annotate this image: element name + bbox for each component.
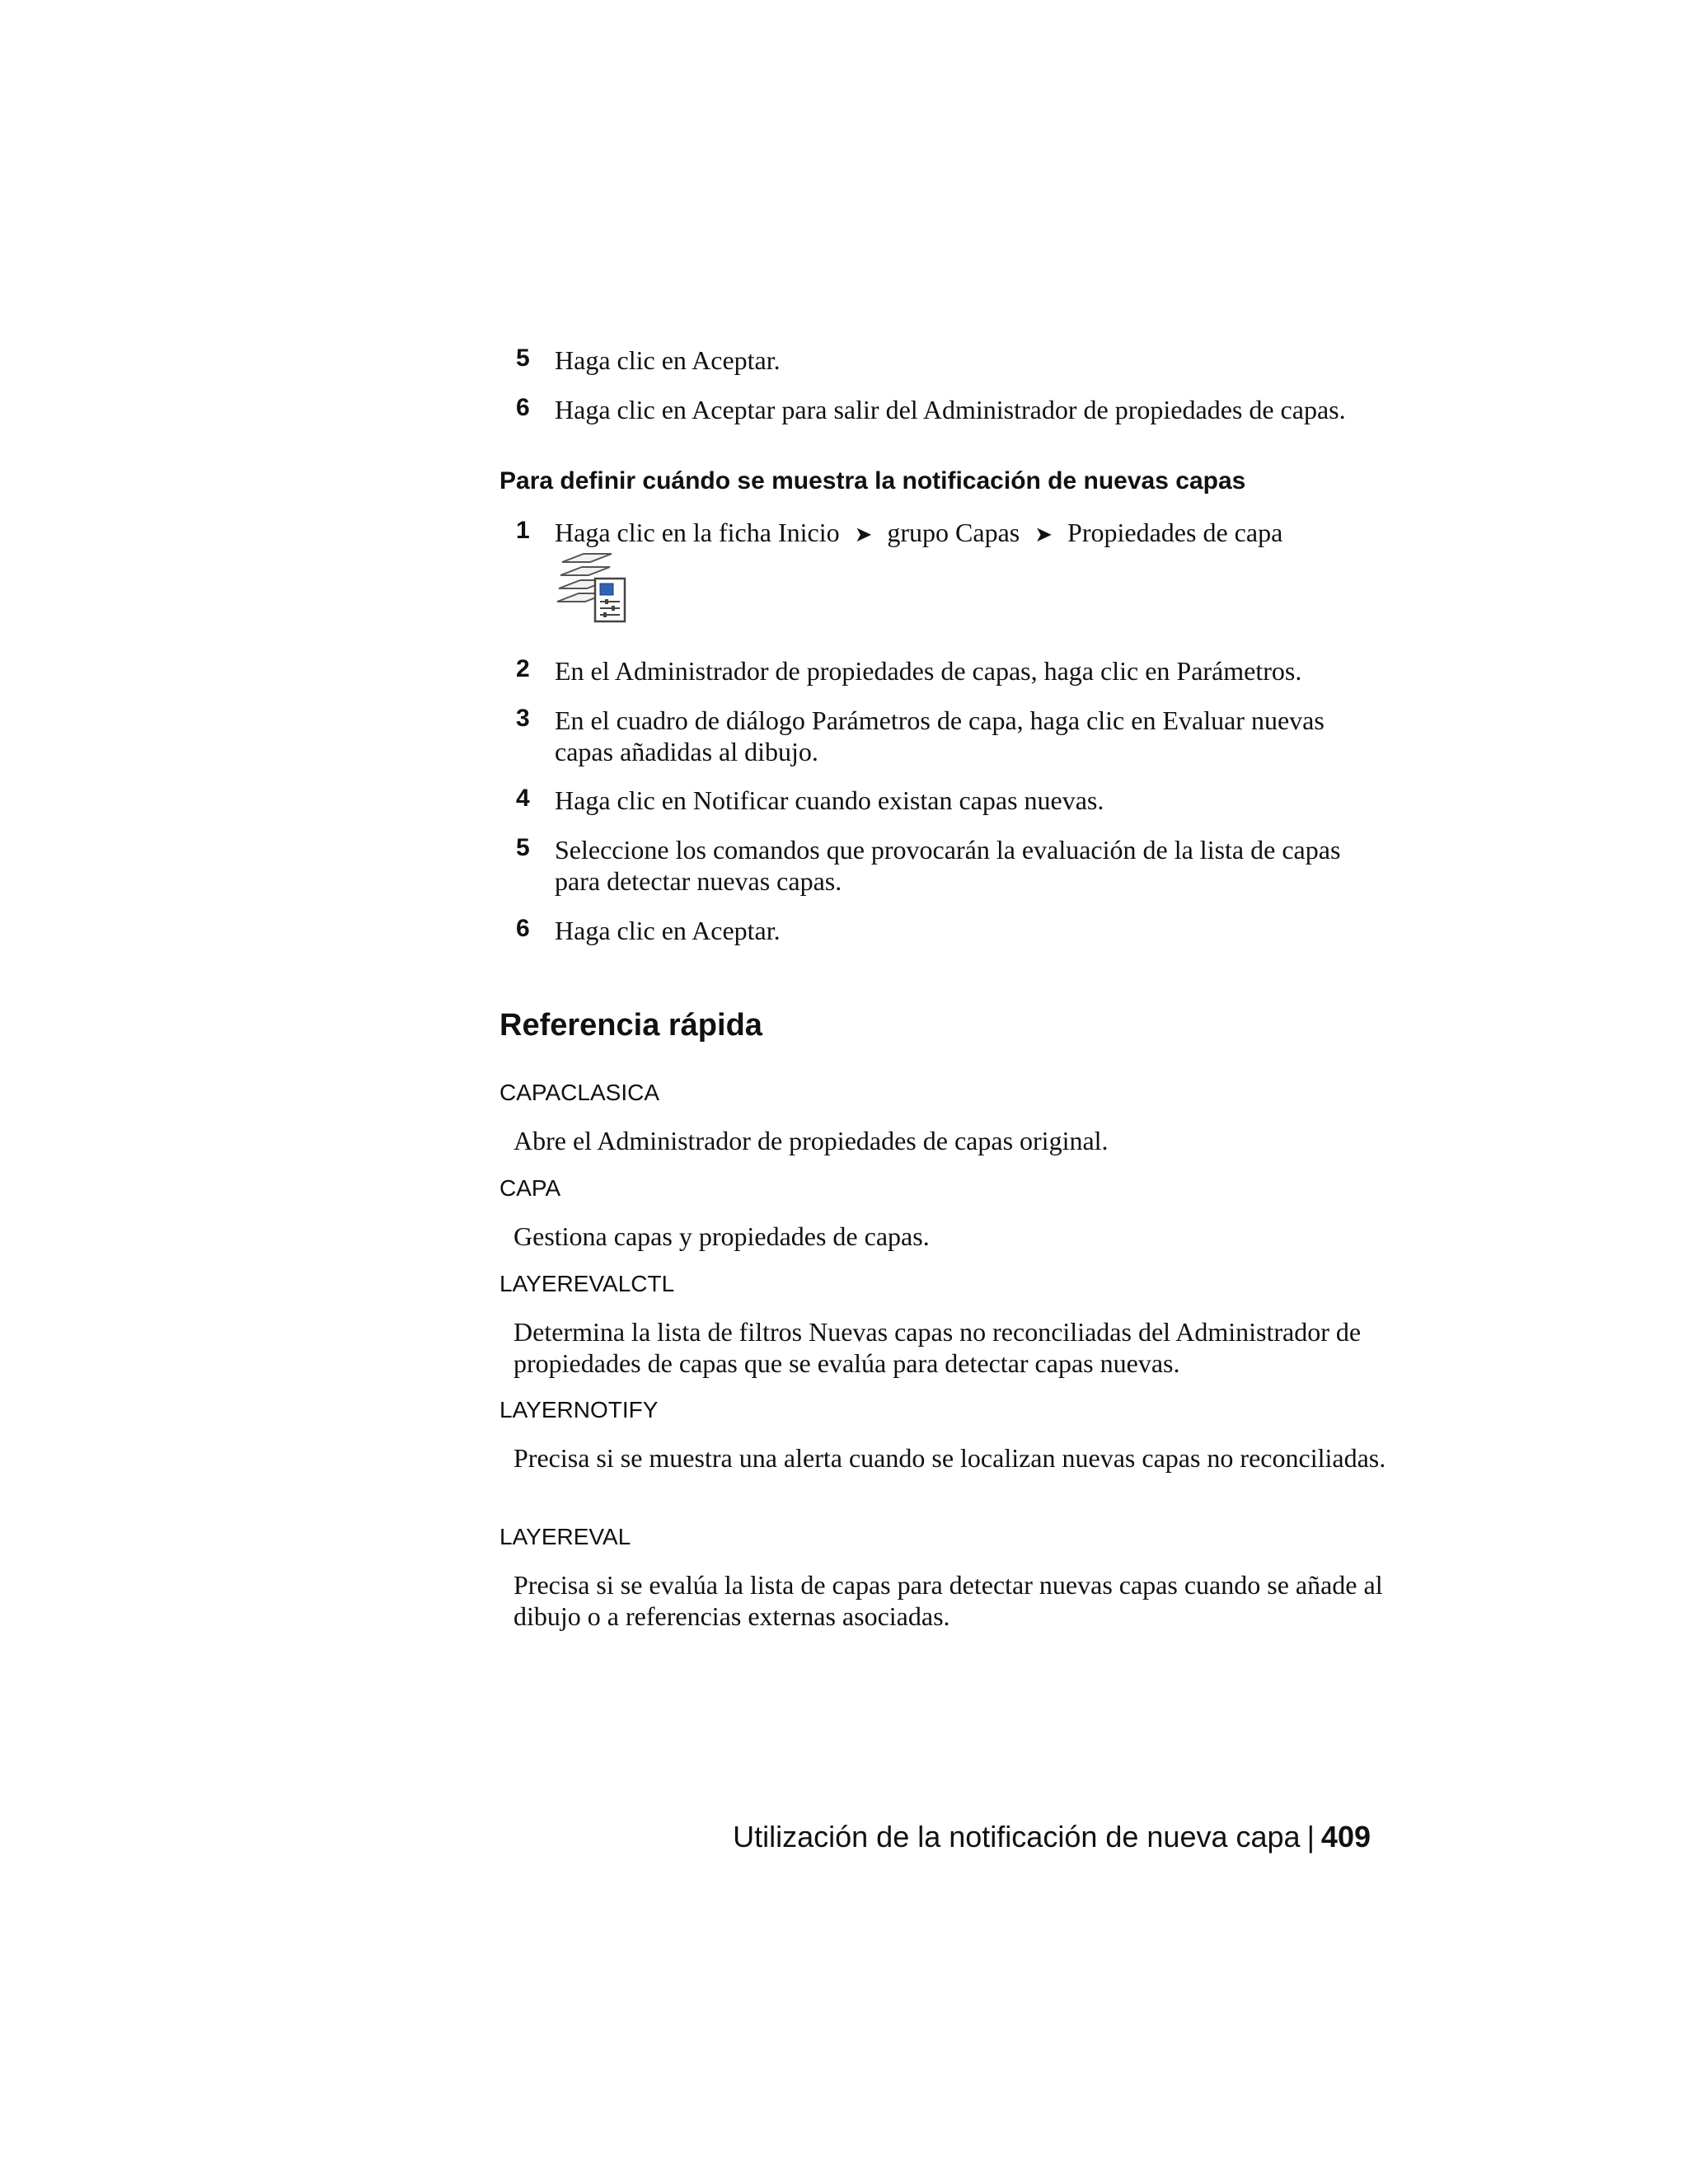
path-part-tab: Haga clic en la ficha Inicio — [555, 518, 840, 547]
step-text: Haga clic en Aceptar. — [555, 916, 781, 945]
page-footer — [733, 1820, 1371, 1854]
step-number: 1 — [516, 517, 530, 544]
section-heading: Referencia rápida — [499, 1008, 762, 1043]
step-number: 6 — [516, 394, 530, 421]
reference-term: CAPACLASICA — [499, 1080, 659, 1105]
path-part-command: Propiedades de capa — [1067, 518, 1283, 547]
step-number: 3 — [516, 705, 530, 732]
reference-term: LAYEREVALCTL — [499, 1271, 675, 1296]
step-text: Haga clic en Aceptar. — [555, 345, 781, 375]
path-part-group: grupo Capas — [887, 518, 1020, 547]
step-text: En el Administrador de propiedades de capas, haga clic en Parámetros. — [555, 656, 1302, 686]
step-text: Seleccione los comandos que provocarán la evaluación de la lista de capas para detectar nuevas capas. — [555, 835, 1341, 896]
step-text: Haga clic en Notificar cuando existan capas nuevas. — [555, 785, 1104, 815]
procedure-heading: Para definir cuándo se muestra la notificación de nuevas capas — [499, 467, 1246, 494]
arrow-right-icon: ➤ — [1034, 523, 1053, 547]
reference-desc: Determina la lista de filtros Nuevas capas no reconciliadas del Administrador de propiedades de capas que se evalúa para detectar capas nuevas. — [513, 1317, 1362, 1378]
reference-desc: Precisa si se evalúa la lista de capas para detectar nuevas capas cuando se añade al dibujo o a referencias externas asociadas. — [513, 1570, 1383, 1631]
step-number: 5 — [516, 834, 530, 861]
footer-separator: | — [1306, 1820, 1315, 1854]
step-text: Haga clic en Aceptar para salir del Administrador de propiedades de capas. — [555, 395, 1346, 424]
arrow-right-icon: ➤ — [854, 523, 873, 547]
step-text: En el cuadro de diálogo Parámetros de capa, haga clic en Evaluar nuevas capas añadidas al dibujo. — [555, 705, 1325, 766]
step-number: 2 — [516, 655, 530, 682]
reference-term: LAYEREVAL — [499, 1524, 631, 1549]
step-number: 5 — [516, 344, 530, 372]
step-number: 6 — [516, 915, 530, 942]
layer-properties-icon — [554, 551, 630, 626]
footer-title: Utilización de la notificación de nueva capa — [733, 1820, 1301, 1854]
reference-desc: Precisa si se muestra una alerta cuando se localizan nuevas capas no reconciliadas. — [513, 1443, 1386, 1473]
step-path — [555, 517, 1379, 551]
step-number: 4 — [516, 785, 530, 812]
reference-desc: Gestiona capas y propiedades de capas. — [513, 1221, 930, 1251]
reference-term: CAPA — [499, 1175, 561, 1201]
page-number: 409 — [1320, 1820, 1371, 1854]
reference-term: LAYERNOTIFY — [499, 1397, 659, 1422]
reference-desc: Abre el Administrador de propiedades de capas original. — [513, 1126, 1109, 1155]
